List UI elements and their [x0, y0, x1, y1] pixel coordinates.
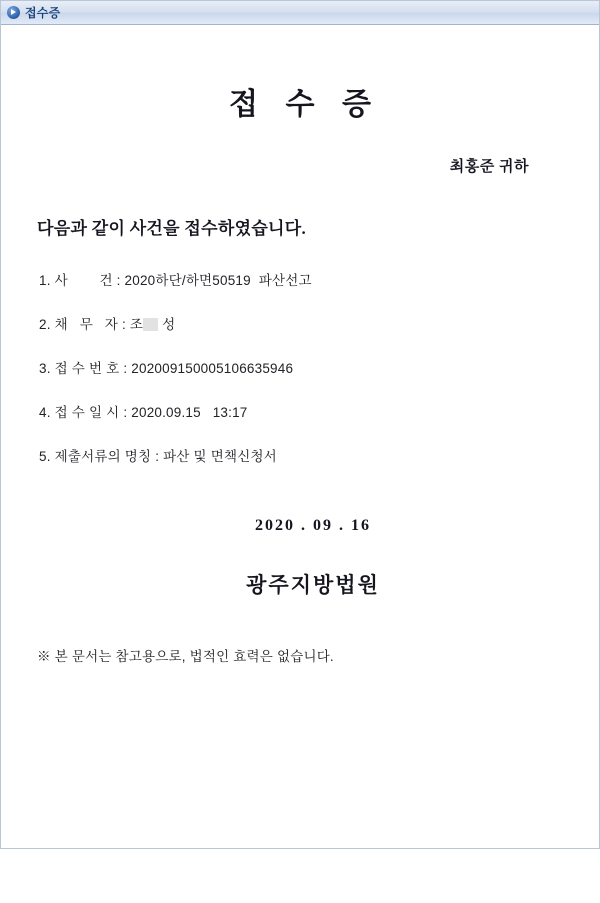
item-list	[37, 269, 563, 465]
list-item-case: 1. 사 건 : 2020하단/하면50519 파산선고	[39, 273, 312, 288]
court-name: 광주지방법원	[246, 573, 380, 597]
addressee: 최홍준 귀하	[449, 159, 529, 175]
lead-statement: 다음과 같이 사건을 접수하였습니다.	[37, 219, 307, 238]
debtor-prefix: 2. 채 무 자 : 조	[39, 317, 144, 332]
window-title: 접수증	[25, 5, 61, 20]
list-item-debtor	[39, 313, 563, 333]
list-item-document-name: 5. 제출서류의 명칭 : 파산 및 면책신청서	[39, 449, 277, 464]
redaction-box	[143, 318, 158, 331]
title-bar	[1, 1, 599, 25]
footnote: ※ 본 문서는 참고용으로, 법적인 효력은 없습니다.	[37, 649, 334, 664]
arrow-circle-icon	[7, 6, 20, 19]
list-item-receipt-datetime: 4. 접 수 일 시 : 2020.09.15 13:17	[39, 405, 248, 420]
document-body	[1, 79, 599, 903]
issue-date: 2020 . 09 . 16	[255, 517, 371, 534]
page-title: 접 수 증	[229, 88, 381, 121]
list-item-receipt-number: 3. 접 수 번 호 : 202009150005106635946	[39, 361, 294, 376]
debtor-suffix: 성	[158, 317, 176, 332]
